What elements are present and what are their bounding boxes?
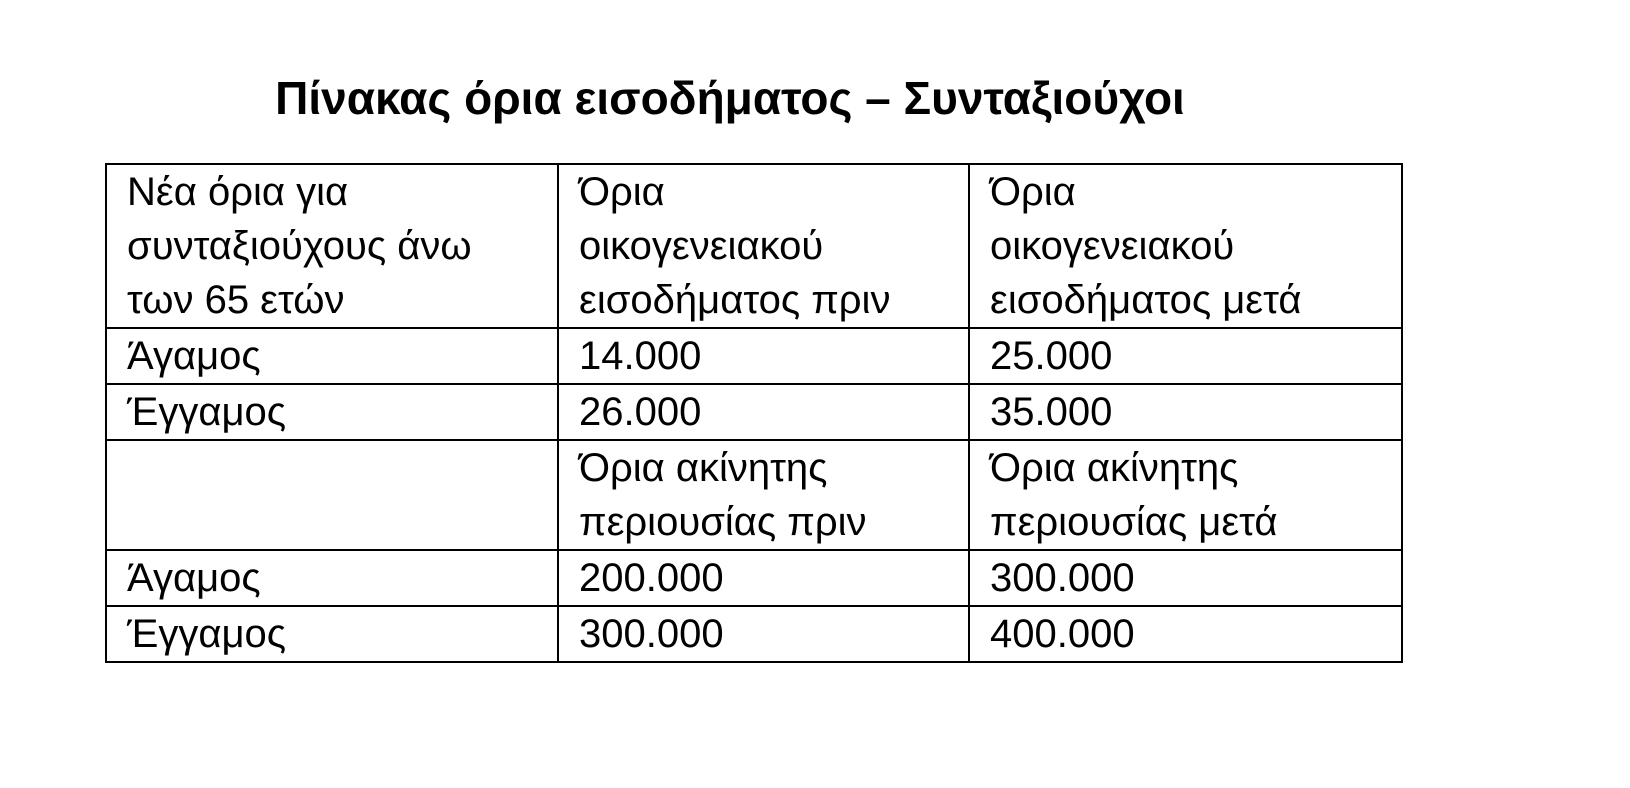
table-cell: Όρια ακίνητης περιουσίας μετά (969, 440, 1402, 550)
table-cell: Άγαμος (106, 328, 558, 384)
table-cell: Όρια ακίνητης περιουσίας πριν (558, 440, 969, 550)
table-cell: 14.000 (558, 328, 969, 384)
table-cell: 200.000 (558, 550, 969, 606)
table-row (106, 606, 1402, 662)
table-cell: 26.000 (558, 384, 969, 440)
table-cell: Όρια οικογενειακού εισοδήματος πριν (558, 164, 969, 328)
table-cell: Έγγαμος (106, 384, 558, 440)
document-title: Πίνακας όρια εισοδήματος – Συνταξιούχοι (275, 72, 1185, 124)
table-cell: Έγγαμος (106, 606, 558, 662)
table-cell: Άγαμος (106, 550, 558, 606)
table-cell: 35.000 (969, 384, 1402, 440)
table-row (106, 164, 1402, 328)
table-cell: Νέα όρια για συνταξιούχους άνω των 65 ετών (106, 164, 558, 328)
table-cell: 400.000 (969, 606, 1402, 662)
table-row (106, 328, 1402, 384)
table-row (106, 550, 1402, 606)
income-limits-table (105, 163, 1403, 663)
table-cell: 25.000 (969, 328, 1402, 384)
table-row (106, 384, 1402, 440)
table-cell (106, 440, 558, 550)
table-row (106, 440, 1402, 550)
table-cell: 300.000 (969, 550, 1402, 606)
table-cell: Όρια οικογενειακού εισοδήματος μετά (969, 164, 1402, 328)
table-cell: 300.000 (558, 606, 969, 662)
